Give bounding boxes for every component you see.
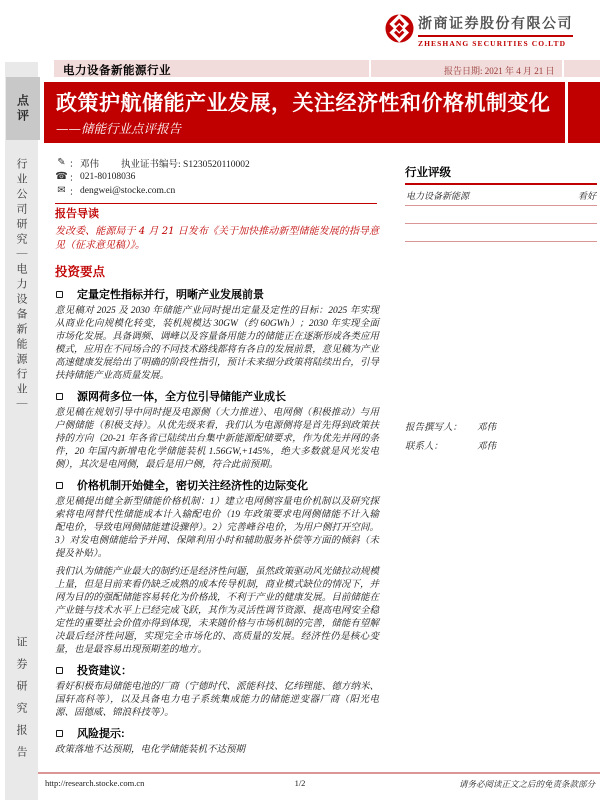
body-paragraph: 意见稿提出健全新型储能价格机制：1）建立电网侧容量电价机制以及研究探索将电网替代性储能成本计入输配电价（19 年政策要求电网侧储能不计入输配电价，导致电网侧储能建设骤停）。2）完善峰谷电价，为用户侧打开空间。3）对发电侧储能给予并网、保障利用小时和辅助服务补偿等方面的倾斜（未提及补贴）。 (55, 497, 379, 559)
telephone-icon: ☎ (55, 171, 68, 182)
pencil-icon: ✎ (57, 157, 66, 168)
key-point-section (55, 662, 379, 720)
industry-name: 电力设备新能源行业 (63, 65, 171, 77)
square-bullet-icon (56, 291, 63, 298)
key-points-title: 投资要点 (55, 265, 106, 279)
body-paragraph: 看好积极布局储能电池的厂商（宁德时代、派能科技、亿纬锂能、德方纳米、国轩高科等），以及具备电力电子系统集成能力的储能逆变器厂商（阳光电源、固德威、锦浪科技等）。 (55, 682, 379, 718)
report-subtitle: ——储能行业点评报告 (56, 121, 182, 136)
review-tag-box (6, 77, 40, 140)
analyst-cert-number: 执业证书编号: S1230520110002 (121, 159, 250, 170)
key-point-section (55, 725, 379, 757)
rating-empty-row (405, 224, 597, 242)
contact-label: 联系人： (405, 440, 444, 452)
section-heading (55, 388, 379, 404)
company-name-cn: 浙商证券股份有限公司 (418, 13, 573, 37)
report-guide-text: 发改委、能源局于 4 月 21 日发布《关于加快推动新型储能发展的指导意见（征求意见稿）》。 (55, 226, 379, 251)
rating-industry: 电力设备新能源 (406, 192, 470, 202)
section-heading-text: 价格机制开始健全，密切关注经济性的边际变化 (77, 480, 308, 492)
section-heading-text: 源网荷多位一体，全方位引导储能产业成长 (77, 391, 286, 403)
rating-panel-title: 行业评级 (405, 164, 597, 185)
rating-value: 看好 (577, 192, 596, 202)
report-title: 政策护航储能产业发展，关注经济性和价格机制变化 (56, 92, 551, 115)
key-points-sections (55, 286, 379, 757)
contact-name: 邓伟 (477, 440, 497, 452)
analyst-name-row: ✎ ： 邓伟 执业证书编号: S1230520110002 (55, 156, 377, 169)
analyst-email[interactable]: dengwei@stocke.com.cn (80, 185, 176, 196)
sidebar-report-type-label: 证券研究报告 (15, 636, 27, 768)
analyst-email-row: ✉ ： dengwei@stocke.com.cn (55, 184, 377, 197)
industry-banner (54, 60, 600, 77)
body-paragraph: 我们认为储能产业最大的制约还是经济性问题，虽然政策驱动风光储拉动规模上量，但是目前来看仍缺乏成熟的成本传导机制，商业模式缺位的情况下，并网为目的的强配储能容易转化为价格战，不利于产业的健康发展。目前储能在产业链与技术水平上已经完成飞跃，其作为灵活性调节资源、提高电网安全稳定性的重要社会价值亦得到体现，未来随价格与市场机制的完善，储能有望解决最后经济性问题，实现完全市场化的、高质量的发展。经济性仍是核心变量，也是最容易出现预期差的地方。 (55, 567, 379, 655)
report-guide-section (55, 205, 379, 253)
title-banner (44, 82, 600, 143)
rating-empty-row (405, 206, 597, 224)
sidebar-vertical-label: 行业公司研究｜电力设备新能源行业｜ (15, 158, 27, 413)
industry-rating-panel (405, 164, 597, 242)
footer-divider (38, 772, 600, 774)
writer-name: 邓伟 (477, 421, 497, 433)
body-paragraph: 意见稿对 2025 及 2030 年储能产业同时提出定量及定性的目标：2025 年实现从商业化向规模化转变，装机规模达 30GW（约 60GWh）；2030 年实现全面市场化发展。具备调频、调峰以及容量备用能力的储能正在逐渐形成各类应用模式，应用在不同场合的不同技术路线都将有各自的发展前景，意见稿为产业高速健康发展给出了明确的阶段性指引，预计未来细分政策将陆续出台，引导扶持储能产业高质量发展。 (55, 306, 379, 381)
section-heading-text: 投资建议： (77, 665, 132, 677)
banner-divider (565, 82, 568, 143)
footer (0, 778, 600, 792)
section-heading (55, 477, 379, 493)
envelope-icon: ✉ (57, 185, 66, 196)
section-heading (55, 286, 379, 302)
page-number: 1/2 (294, 778, 306, 788)
rating-row (405, 185, 597, 206)
company-name-en: ZHESHANG SECURITIES CO.LTD (418, 39, 567, 48)
analyst-contact-block (55, 156, 377, 204)
section-heading (55, 662, 379, 678)
section-heading-text: 风险提示: (77, 728, 125, 740)
body-paragraph: 政策落地不达预期，电化学储能装机不达预期 (55, 745, 246, 755)
banner-divider (562, 60, 564, 77)
section-heading (55, 725, 379, 741)
analyst-phone: 021-80108036 (80, 171, 136, 182)
contact-row (405, 435, 597, 454)
writer-label: 报告撰写人： (405, 421, 463, 433)
square-bullet-icon (56, 393, 63, 400)
zheshang-logo-icon (385, 14, 414, 43)
report-writer-block (405, 416, 597, 454)
square-bullet-icon (56, 730, 63, 737)
square-bullet-icon (56, 667, 63, 674)
report-guide-title: 报告导读 (55, 208, 99, 220)
key-point-section (55, 477, 379, 657)
banner-divider (369, 60, 371, 77)
analyst-name: 邓伟 (80, 159, 100, 170)
key-point-section (55, 388, 379, 472)
body-paragraph: 意见稿在规划引导中同时提及电源侧（大力推进）、电网侧（积极推动）与用户侧储能（积极支持）。从优先级来看，我们认为电源侧将是首先得到政策扶持的方向（20-21 年各省已陆续出台集中新能源配储要求，作为优先并网的条件，20 年国内新增电化学储能装机 1.56GW,+145%，绝大多数就是风光发电侧），其次是电网侧，最后是用户侧，符合此前预期。 (55, 408, 379, 470)
review-tag-label: 点评 (15, 93, 30, 124)
writer-row (405, 416, 597, 435)
section-heading-text: 定量定性指标并行，明晰产业发展前景 (77, 289, 264, 301)
key-point-section (55, 286, 379, 383)
analyst-phone-row: ☎ ： 021-80108036 (55, 171, 136, 184)
footer-url[interactable]: http://research.stocke.com.cn (45, 778, 145, 788)
brand-header (385, 13, 595, 55)
key-points-section (55, 262, 379, 762)
square-bullet-icon (56, 482, 63, 489)
report-date: 报告日期: 2021 年 4 月 21 日 (444, 65, 555, 76)
footer-disclaimer: 请务必阅读正文之后的免责条款部分 (458, 780, 595, 790)
